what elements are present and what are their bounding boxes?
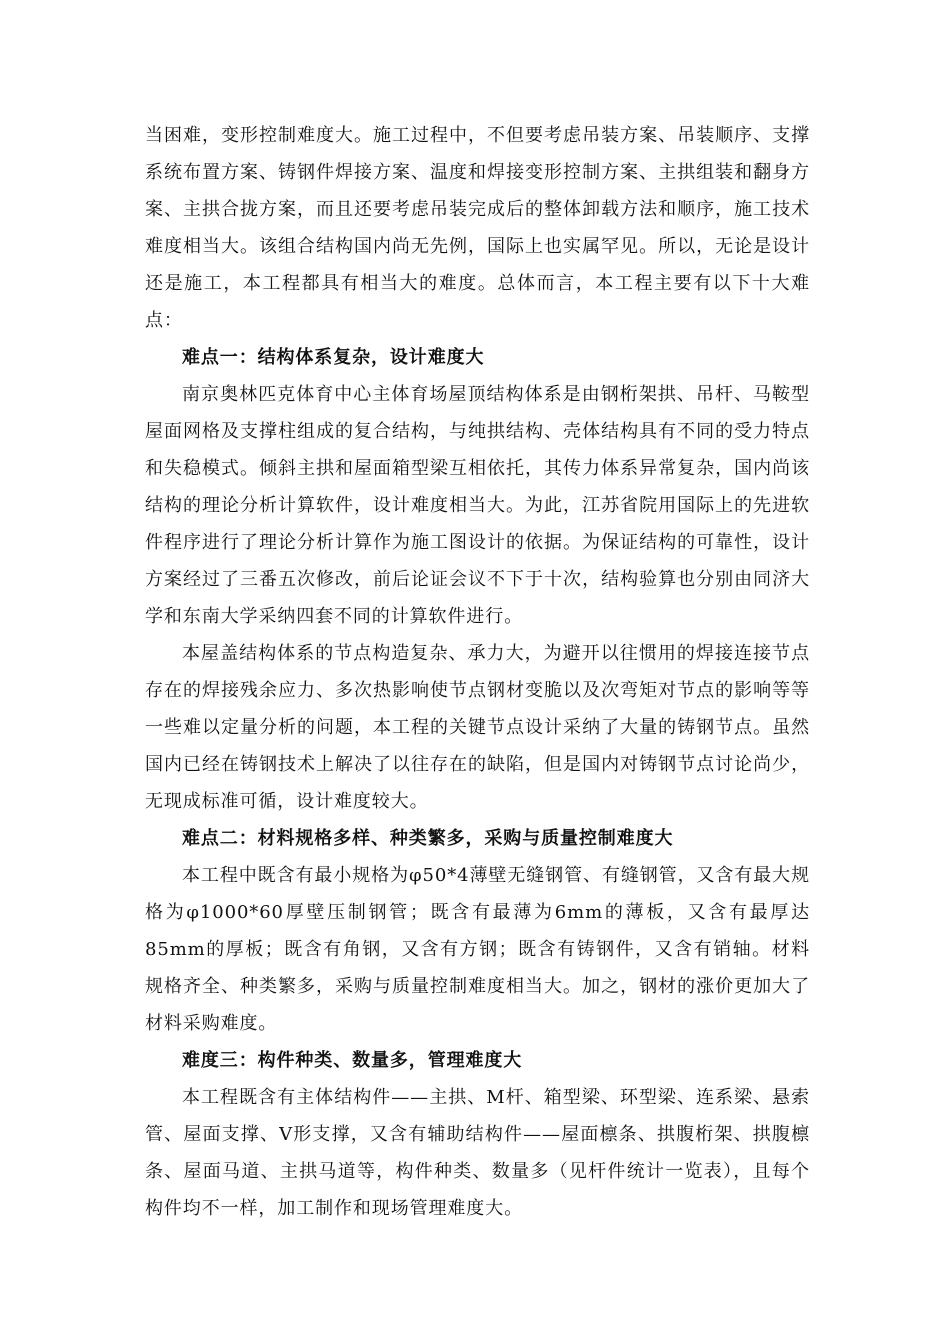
document-body bbox=[145, 117, 810, 1227]
paragraph-material-specs: 本工程中既含有最小规格为φ50*4薄壁无缝钢管、有缝钢管，又含有最大规格为φ1000*60厚壁压制钢管；既含有最薄为6mm的薄板，又含有最厚达85mm的厚板；既含有角钢，又含有方钢；既含有铸钢件，又含有销轴。材料规格齐全、种类繁多，采购与质量控制难度相当大。加之，钢材的涨价更加大了材料采购难度。 bbox=[145, 865, 810, 1034]
section-heading-difficulty-3: 难度三：构件种类、数量多，管理难度大 bbox=[182, 1050, 523, 1071]
section-heading-difficulty-1: 难点一：结构体系复杂，设计难度大 bbox=[182, 347, 485, 368]
paragraph-component-types: 本工程既含有主体结构件——主拱、M杆、箱型梁、环型梁、连系梁、悬索管、屋面支撑、V形支撑，又含有辅助结构件——屋面檩条、拱腹桁架、拱腹檩条、屋面马道、主拱马道等，构件种类、数量多（见杆件统计一览表），且每个构件均不一样，加工制作和现场管理难度大。 bbox=[145, 1087, 810, 1219]
section-heading-difficulty-2: 难点二：材料规格多样、种类繁多，采购与质量控制难度大 bbox=[182, 828, 674, 849]
paragraph-cast-steel-nodes: 本屋盖结构体系的节点构造复杂、承力大，为避开以往惯用的焊接连接节点存在的焊接残余应力、多次热影响使节点钢材变脆以及次弯矩对节点的影响等等一些难以定量分析的问题，本工程的关键节点设计采纳了大量的铸钢节点。虽然国内已经在铸钢技术上解决了以往存在的缺陷，但是国内对铸钢节点讨论尚少，无现成标准可循，设计难度较大。 bbox=[145, 643, 810, 812]
paragraph-structure-system: 南京奥林匹克体育中心主体育场屋顶结构体系是由钢桁架拱、吊杆、马鞍型屋面网格及支撑柱组成的复合结构，与纯拱结构、壳体结构具有不同的受力特点和失稳模式。倾斜主拱和屋面箱型梁互相依托，其传力体系异常复杂，国内尚该结构的理论分析计算软件，设计难度相当大。为此，江苏省院用国际上的先进软件程序进行了理论分析计算作为施工图设计的依据。为保证结构的可靠性，设计方案经过了三番五次修改，前后论证会议不下于十次，结构验算也分别由同济大学和东南大学采纳四套不同的计算软件进行。 bbox=[145, 384, 810, 627]
paragraph-intro: 当困难，变形控制难度大。施工过程中，不但要考虑吊装方案、吊装顺序、支撑系统布置方案、铸钢件焊接方案、温度和焊接变形控制方案、主拱组装和翻身方案、主拱合拢方案，而且还要考虑吊装完成后的整体卸载方法和顺序，施工技术难度相当大。该组合结构国内尚无先例，国际上也实属罕见。所以，无论是设计还是施工，本工程都具有相当大的难度。总体而言，本工程主要有以下十大难点： bbox=[145, 125, 810, 331]
